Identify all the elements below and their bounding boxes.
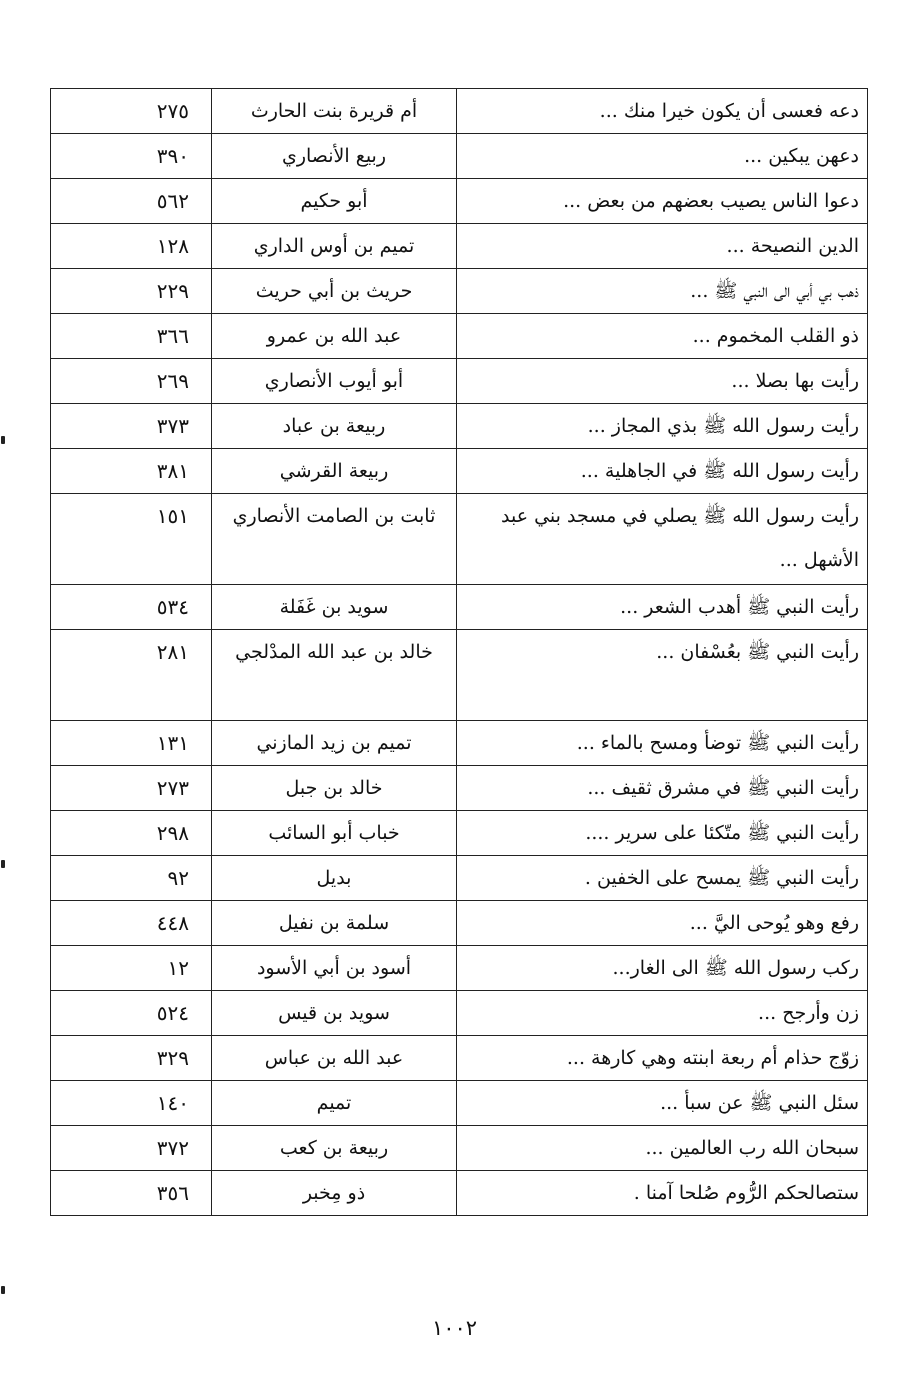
hadith-text-cell: رأيت رسول الله ﷺ يصلي في مسجد بني عبد الأشهل ... [457, 494, 868, 585]
narrator-cell: تميم بن زيد المازني [212, 721, 457, 766]
hadith-text-cell: دعوا الناس يصيب بعضهم من بعض ... [457, 179, 868, 224]
table-row [51, 585, 868, 630]
page-number-cell: ٢٢٩ [51, 269, 212, 314]
margin-mark [1, 436, 5, 444]
narrator-cell: تميم [212, 1081, 457, 1126]
narrator-cell: ربيعة القرشي [212, 449, 457, 494]
page-number-cell: ١٥١ [51, 494, 212, 585]
hadith-text-cell: رأيت النبي ﷺ في مشرق ثقيف ... [457, 766, 868, 811]
hadith-text-cell: رأيت النبي ﷺ متّكئا على سرير .... [457, 811, 868, 856]
narrator-cell: ذو مِخبر [212, 1171, 457, 1216]
page-number-cell: ٣٧٢ [51, 1126, 212, 1171]
hadith-text-cell: زن وأرجح ... [457, 991, 868, 1036]
page-number-cell: ٥٢٤ [51, 991, 212, 1036]
narrator-cell: تميم بن أوس الداري [212, 224, 457, 269]
table-row [51, 1126, 868, 1171]
page-number: ١٠٠٢ [431, 1316, 478, 1340]
table-row [51, 89, 868, 134]
hadith-text-cell: دعه فعسى أن يكون خيرا منك ... [457, 89, 868, 134]
table-row [51, 179, 868, 224]
table-row [51, 946, 868, 991]
page-number-cell: ٢٨١ [51, 630, 212, 721]
hadith-text-cell: سبحان الله رب العالمين ... [457, 1126, 868, 1171]
hadith-text-cell: رأيت بها بصلا ... [457, 359, 868, 404]
page-number-cell: ٢٧٥ [51, 89, 212, 134]
table-row [51, 630, 868, 721]
page-number-cell: ٩٢ [51, 856, 212, 901]
margin-mark [1, 1286, 5, 1294]
table-row [51, 224, 868, 269]
narrator-cell: ربيعة بن كعب [212, 1126, 457, 1171]
page-number-cell: ٣٢٩ [51, 1036, 212, 1081]
page-number-cell: ٣٩٠ [51, 134, 212, 179]
table-row [51, 1081, 868, 1126]
page-number-cell: ٣٧٣ [51, 404, 212, 449]
page-number-cell: ١٢ [51, 946, 212, 991]
table-row [51, 494, 868, 585]
hadith-text-cell: ستصالحكم الرُّوم صُلحا آمنا . [457, 1171, 868, 1216]
hadith-text-cell: رفع وهو يُوحى اليَّ ... [457, 901, 868, 946]
page-number-cell: ١٣١ [51, 721, 212, 766]
narrator-cell: ربيع الأنصاري [212, 134, 457, 179]
narrator-cell: أم قريرة بنت الحارث [212, 89, 457, 134]
table-row [51, 811, 868, 856]
hadith-text-cell: رأيت النبي ﷺ أهدب الشعر ... [457, 585, 868, 630]
table-row [51, 1171, 868, 1216]
narrator-cell: سويد بن قيس [212, 991, 457, 1036]
table-row [51, 721, 868, 766]
page-number-cell: ٣٨١ [51, 449, 212, 494]
hadith-text-cell: رأيت النبي ﷺ بعُسْفان ... [457, 630, 868, 721]
narrator-cell: أسود بن أبي الأسود [212, 946, 457, 991]
table-row [51, 269, 868, 314]
table-row [51, 134, 868, 179]
page-number-cell: ٢٧٣ [51, 766, 212, 811]
table-row [51, 766, 868, 811]
page-number-cell: ٢٩٨ [51, 811, 212, 856]
narrator-cell: سويد بن غَفَلة [212, 585, 457, 630]
hadith-text-cell: الدين النصيحة ... [457, 224, 868, 269]
narrator-cell: خباب أبو السائب [212, 811, 457, 856]
narrator-cell: ربيعة بن عباد [212, 404, 457, 449]
hadith-text-cell: رأيت النبي ﷺ يمسح على الخفين . [457, 856, 868, 901]
hadith-text-cell: رأيت النبي ﷺ توضأ ومسح بالماء ... [457, 721, 868, 766]
table-row [51, 404, 868, 449]
hadith-text-cell: ذو القلب المخموم ... [457, 314, 868, 359]
narrator-cell: أبو أيوب الأنصاري [212, 359, 457, 404]
hadith-text-cell: ذهب بي أبي الى النبي ﷺ ... [457, 269, 868, 314]
page-number-cell: ٣٥٦ [51, 1171, 212, 1216]
table-row [51, 449, 868, 494]
hadith-text-cell: سئل النبي ﷺ عن سبأ ... [457, 1081, 868, 1126]
page-number-cell: ٥٣٤ [51, 585, 212, 630]
hadith-text-cell: زوّج حذام أم ربعة ابنته وهي كارهة ... [457, 1036, 868, 1081]
margin-mark [1, 860, 5, 868]
page-number-cell: ٥٦٢ [51, 179, 212, 224]
table-row [51, 1036, 868, 1081]
table-row [51, 314, 868, 359]
narrator-cell: خالد بن جبل [212, 766, 457, 811]
narrator-cell: بديل [212, 856, 457, 901]
hadith-text-cell: رأيت رسول الله ﷺ في الجاهلية ... [457, 449, 868, 494]
hadith-text-cell: ركب رسول الله ﷺ الى الغار... [457, 946, 868, 991]
narrator-cell: خالد بن عبد الله المدْلجي [212, 630, 457, 721]
narrator-cell: سلمة بن نفيل [212, 901, 457, 946]
narrator-cell: عبد الله بن عمرو [212, 314, 457, 359]
page-number-cell: ٤٤٨ [51, 901, 212, 946]
table-row [51, 359, 868, 404]
page-number-cell: ١٤٠ [51, 1081, 212, 1126]
hadith-index-table [50, 88, 868, 1216]
narrator-cell: عبد الله بن عباس [212, 1036, 457, 1081]
narrator-cell: ثابت بن الصامت الأنصاري [212, 494, 457, 585]
table-row [51, 991, 868, 1036]
page-number-cell: ١٢٨ [51, 224, 212, 269]
index-table-body [51, 89, 868, 1216]
table-row [51, 856, 868, 901]
hadith-text-cell: رأيت رسول الله ﷺ بذي المجاز ... [457, 404, 868, 449]
page-number-cell: ٢٦٩ [51, 359, 212, 404]
hadith-text-cell: دعهن يبكين ... [457, 134, 868, 179]
narrator-cell: حريث بن أبي حريث [212, 269, 457, 314]
table-row [51, 901, 868, 946]
narrator-cell: أبو حكيم [212, 179, 457, 224]
page-number-cell: ٣٦٦ [51, 314, 212, 359]
